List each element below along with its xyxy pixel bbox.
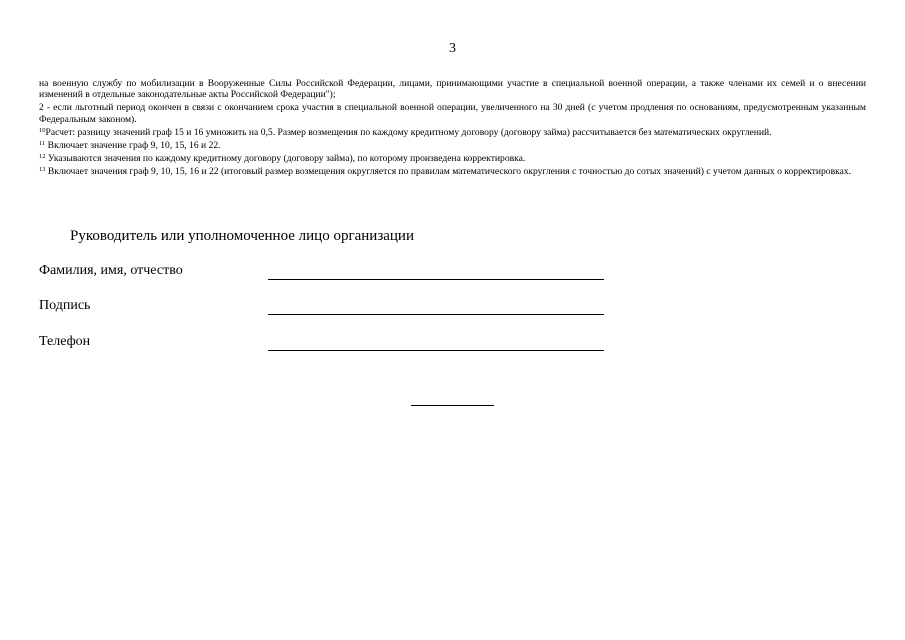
signature-field-full-name — [39, 263, 609, 285]
footnote-13 — [39, 166, 866, 177]
signature-field-phone — [39, 334, 609, 356]
footnote-text: Включает значения граф 9, 10, 15, 16 и 22 (итоговый размер возмещения округляется по правилам математического округления с точностью до сотых значений) с учетом данных о корректировках. — [47, 166, 852, 178]
field-label: Фамилия, имя, отчество — [39, 263, 183, 278]
field-label: Подпись — [39, 298, 91, 313]
footnote-item — [39, 102, 866, 124]
fill-in-line — [268, 314, 604, 315]
footnote-text: Указываются значения по каждому кредитному договору (договору займа), по которому произведена корректировка. — [47, 153, 526, 165]
signature-heading: Руководитель или уполномоченное лицо организации — [70, 228, 414, 244]
footnote-marker: 10 — [39, 126, 46, 134]
page-number: 3 — [449, 41, 456, 56]
footnote-continuation — [39, 78, 866, 100]
signature-field-signature — [39, 298, 609, 320]
footnote-12 — [39, 153, 866, 164]
footnotes-block — [39, 78, 866, 180]
footnote-11 — [39, 140, 866, 151]
field-label: Телефон — [39, 334, 91, 349]
footnote-text: Включает значение граф 9, 10, 15, 16 и 22. — [47, 140, 221, 152]
footnote-marker: 11 — [39, 140, 46, 148]
footnote-text: на военную службу по мобилизации в Вооруженные Силы Российской Федерации, лицами, принимающими участие в специальной военной операции, а также членами их семей и о внесении изменений в отдельные законодательные акты Российской Федерации"); — [39, 78, 866, 101]
fill-in-line — [268, 279, 604, 280]
footnote-marker: 12 — [39, 153, 46, 161]
fill-in-line — [268, 350, 604, 351]
footnote-text: 2 - если льготный период окончен в связи с окончанием срока участия в специальной военной операции, увеличенного на 30 дней (с учетом продления по основаниям, предусмотренным указанным Федеральным законом). — [39, 102, 866, 125]
footnote-10 — [39, 127, 866, 138]
footnote-text: Расчет: разницу значений граф 15 и 16 умножить на 0,5. Размер возмещения по каждому кредитному договору (договору займа) рассчитывается без математических округлений. — [45, 126, 772, 138]
footnote-marker: 13 — [39, 166, 46, 174]
document-end-rule — [411, 405, 494, 406]
